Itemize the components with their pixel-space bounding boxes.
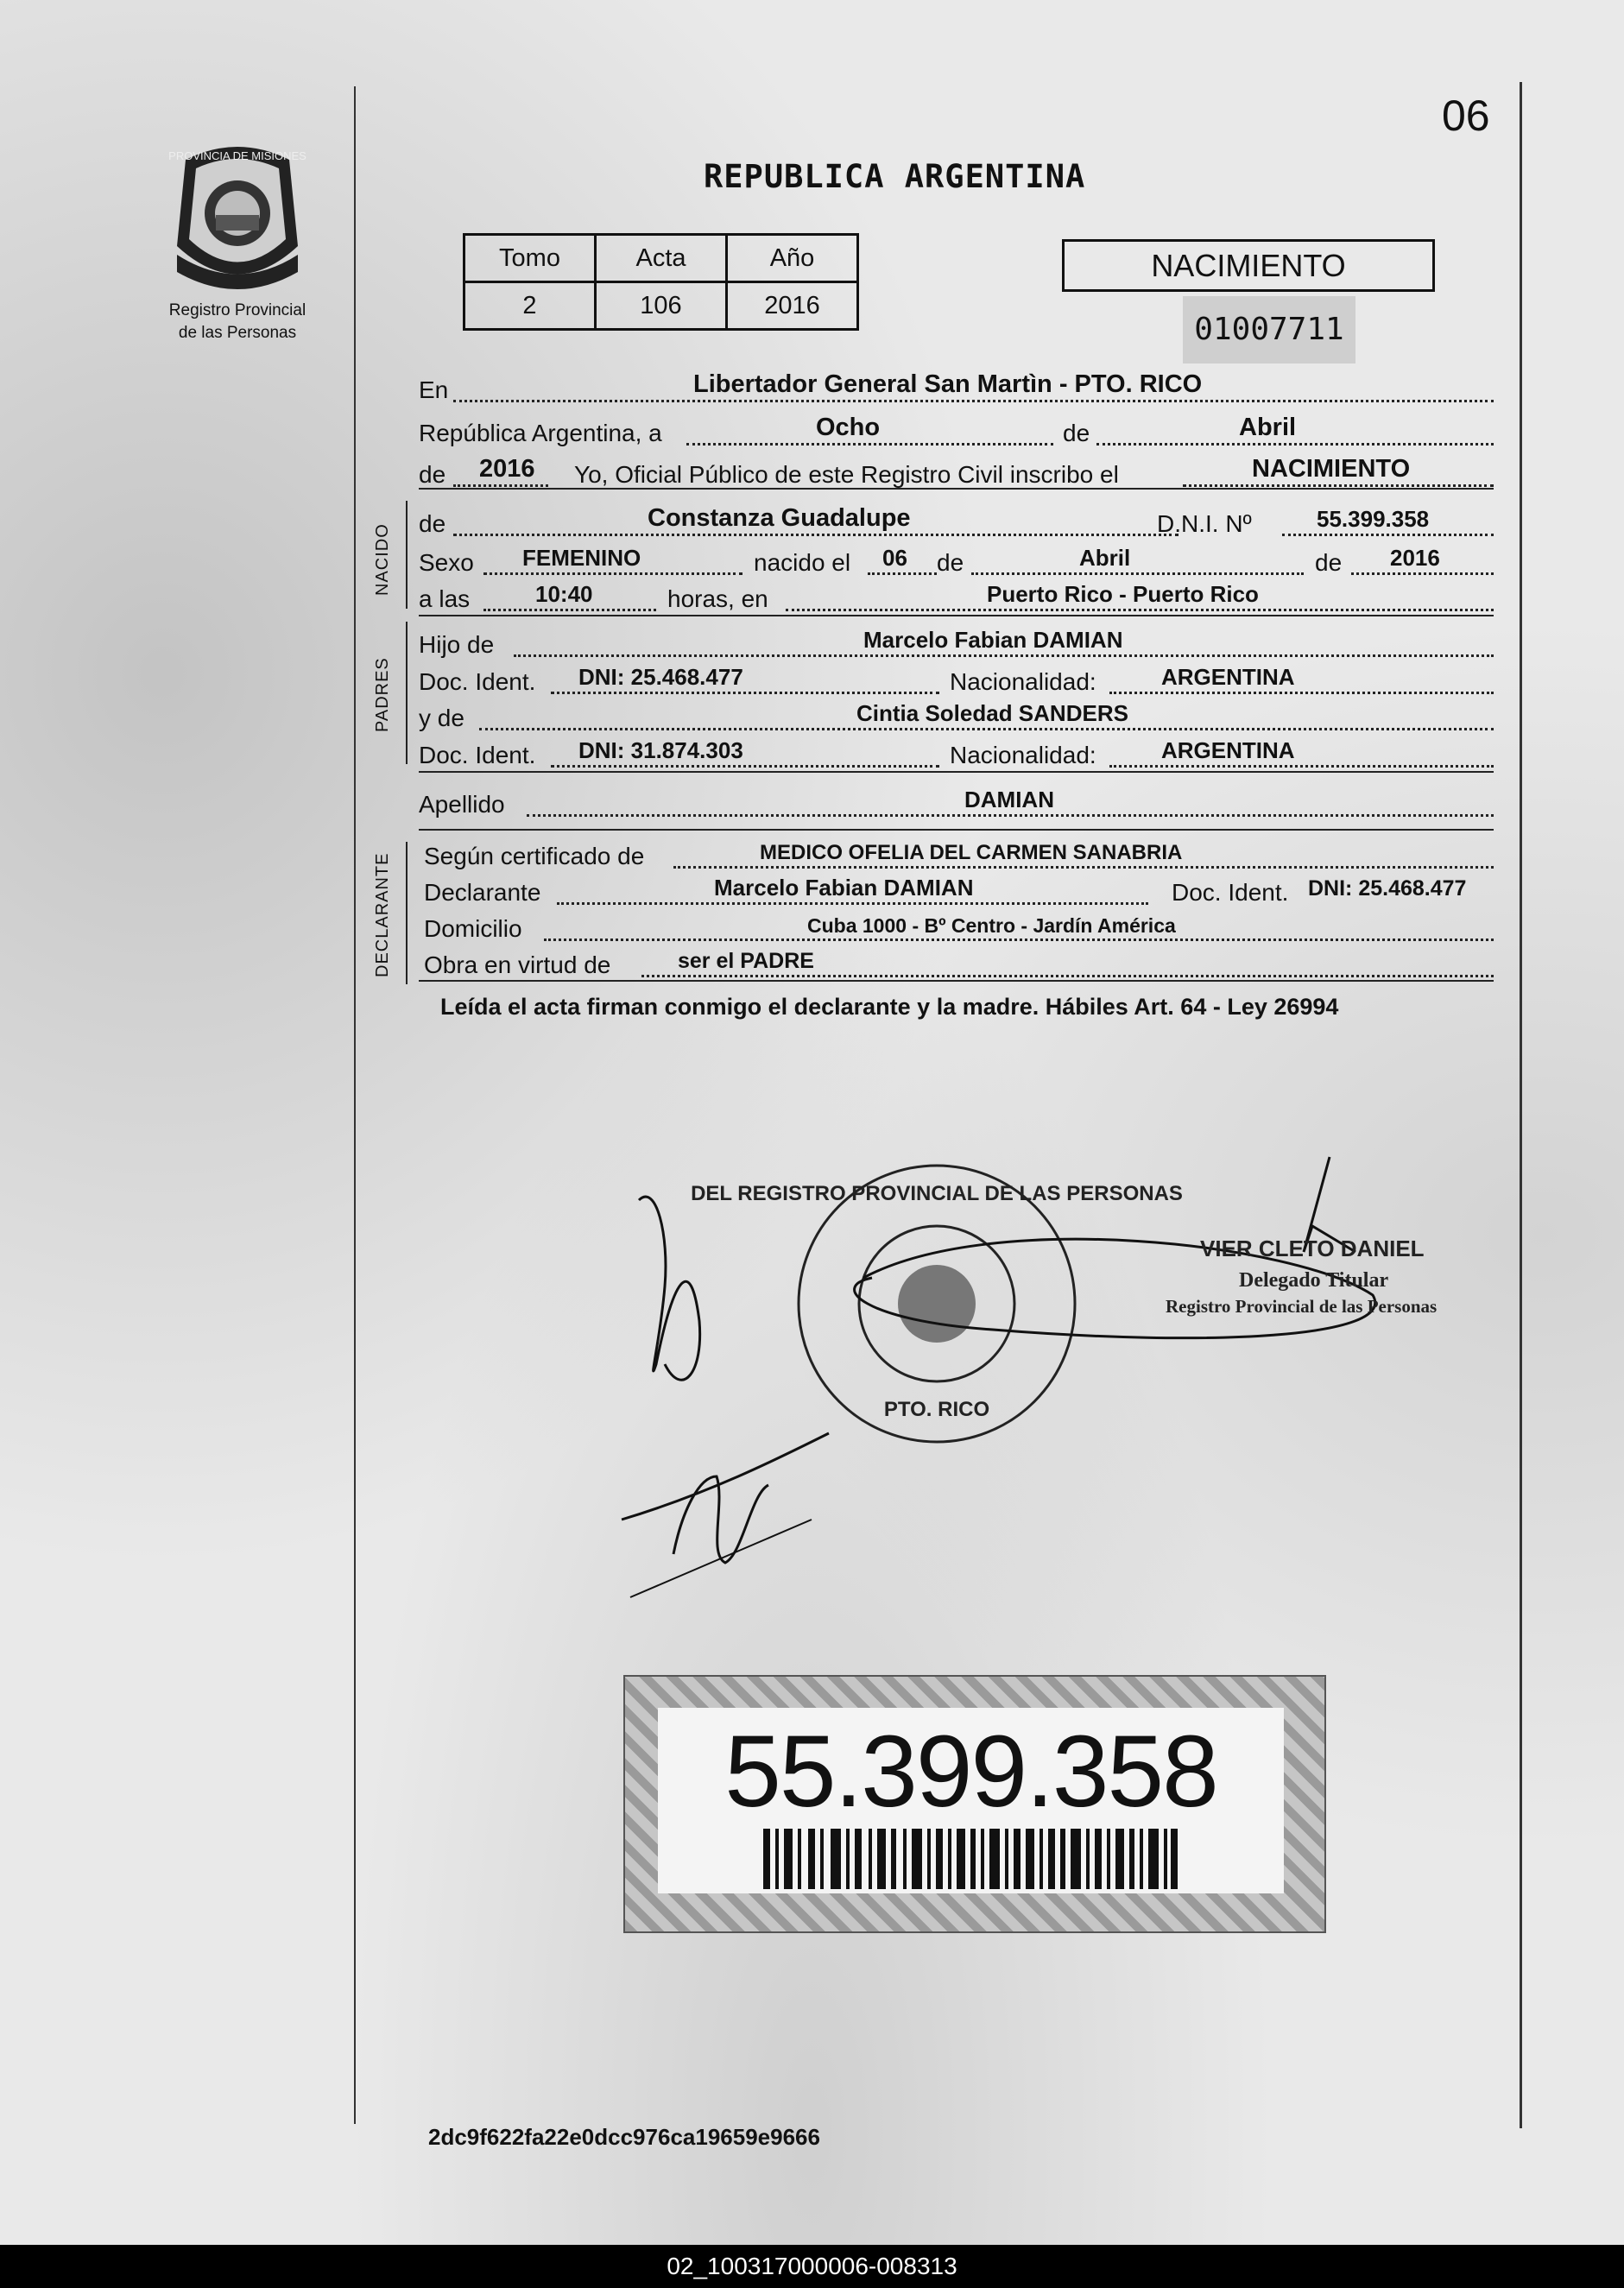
doc-ident-label: Doc. Ident.	[419, 668, 536, 695]
serial-number: 01007711	[1183, 296, 1355, 363]
acta-value: 106	[596, 282, 727, 330]
en-value: Libertador General San Martìn - PTO. RICO	[693, 370, 1203, 398]
horas-en-label: horas, en	[667, 585, 768, 612]
logo-caption-2: de las Personas	[178, 324, 297, 342]
row-madre	[419, 699, 1494, 736]
dotted-line	[1282, 534, 1494, 536]
dotted-line	[551, 692, 939, 694]
certificado: MEDICO OFELIA DEL CARMEN SANABRIA	[760, 841, 1183, 864]
dni-label: D.N.I. Nº	[1157, 510, 1252, 537]
apellido: DAMIAN	[964, 787, 1054, 812]
page-number: 06	[1442, 92, 1490, 140]
decl-doc-label: Doc. Ident.	[1172, 879, 1289, 906]
anio-value: 2016	[727, 282, 858, 330]
right-margin-line	[1520, 82, 1522, 2128]
row-apellido	[419, 786, 1494, 822]
official-title: Delegado Titular	[1239, 1269, 1389, 1292]
row-padre	[419, 626, 1494, 662]
dotted-line	[483, 572, 742, 575]
dotted-line	[641, 975, 1494, 977]
declarante-name: Marcelo Fabian DAMIAN	[714, 875, 974, 901]
de-nombre-label: de	[419, 510, 446, 537]
hijo-de-label: Hijo de	[419, 631, 495, 658]
record-type-box: NACIMIENTO	[1062, 239, 1435, 292]
provincial-logo	[155, 142, 319, 343]
en-label: En	[419, 376, 449, 403]
year: 2016	[479, 455, 535, 483]
birth-month: Abril	[1079, 545, 1131, 571]
declarante-section-label: DECLARANTE	[373, 852, 392, 977]
tomo-header: Tomo	[464, 235, 596, 282]
dotted-line	[673, 866, 1494, 869]
oficial-text: Yo, Oficial Público de este Registro Civil inscribo el	[574, 461, 1119, 488]
section-rule	[419, 488, 1494, 490]
nacido-bar	[406, 501, 408, 609]
dotted-line	[1351, 572, 1494, 575]
declarante-doc: DNI: 25.468.477	[1308, 876, 1467, 901]
official-seal-icon	[691, 1166, 1183, 1442]
seal-bottom-text: PTO. RICO	[883, 1398, 990, 1421]
dotted-line	[544, 939, 1494, 941]
dotted-line	[453, 534, 1179, 536]
dotted-line	[527, 814, 1494, 817]
logo-caption-1: Registro Provincial	[168, 301, 306, 319]
madre-nacionalidad: ARGENTINA	[1161, 737, 1295, 763]
dotted-line	[557, 902, 1148, 905]
a-las-label: a las	[419, 585, 471, 612]
lugar: Puerto Rico - Puerto Rico	[987, 581, 1259, 607]
nacionalidad-label: Nacionalidad:	[950, 668, 1096, 695]
official-office: Registro Provincial de las Personas	[1166, 1296, 1438, 1317]
declarante-label: Declarante	[424, 879, 541, 906]
row-year	[419, 456, 1494, 492]
section-rule	[419, 615, 1494, 616]
padre-name: Marcelo Fabian DAMIAN	[863, 627, 1123, 653]
day-word: Ocho	[816, 414, 881, 441]
birth-day: 06	[882, 545, 907, 571]
signatures-and-stamps	[604, 1148, 1485, 1632]
declarante-signature-icon	[639, 1197, 700, 1380]
dotted-line	[1096, 443, 1494, 446]
child-dni: 55.399.358	[1317, 506, 1430, 532]
dotted-line	[1109, 692, 1494, 694]
row-certificado	[419, 837, 1494, 874]
section-rule	[419, 980, 1494, 982]
de-label: de	[1063, 420, 1090, 446]
madre-name: Cintia Soledad SANDERS	[856, 700, 1128, 726]
dotted-line	[453, 484, 548, 487]
doc-ident-label: Doc. Ident.	[419, 742, 536, 768]
dotted-line	[483, 609, 656, 611]
acta-header: Acta	[596, 235, 727, 282]
dotted-line	[479, 728, 1494, 730]
nacido-el-label: nacido el	[754, 549, 851, 576]
dotted-line	[514, 654, 1494, 657]
row-en	[419, 371, 1494, 408]
padre-doc: DNI: 25.468.477	[578, 664, 743, 690]
barcode-inner	[658, 1708, 1284, 1893]
official-name: VIER CLETO DANIEL	[1200, 1236, 1425, 1261]
row-nombre	[419, 505, 1494, 541]
left-margin-line	[354, 86, 356, 2124]
barcode-label	[623, 1675, 1326, 1933]
row-sexo	[419, 544, 1494, 580]
misiones-seal-icon	[168, 142, 306, 294]
sexo-label: Sexo	[419, 549, 474, 576]
sexo: FEMENINO	[522, 545, 641, 571]
barcode-number: 55.399.358	[724, 1715, 1217, 1829]
row-republica	[419, 414, 1494, 451]
hora: 10:40	[535, 581, 593, 607]
dotted-line	[453, 400, 1494, 402]
section-rule	[419, 829, 1494, 831]
de2-label: de	[419, 461, 446, 488]
dotted-line	[971, 572, 1304, 575]
padre-nacionalidad: ARGENTINA	[1161, 664, 1295, 690]
republica-label: República Argentina, a	[419, 420, 662, 446]
document-hash: 2dc9f622fa22e0dcc976ca19659e9666	[428, 2124, 820, 2150]
dotted-line	[1109, 765, 1494, 768]
apellido-label: Apellido	[419, 791, 505, 818]
anio-header: Año	[727, 235, 858, 282]
dotted-line	[551, 765, 939, 768]
section-rule	[419, 771, 1494, 773]
barcode-bars-icon	[763, 1829, 1178, 1889]
row-domicilio	[419, 910, 1494, 946]
inscribe: NACIMIENTO	[1252, 455, 1411, 483]
nac-de2-label: de	[1315, 549, 1343, 576]
dotted-line	[1183, 484, 1494, 487]
nacido-section-label: NACIDO	[373, 523, 392, 596]
seal-ring-text: DEL REGISTRO PROVINCIAL DE LAS PERSONAS	[691, 1182, 1183, 1205]
padres-bar	[406, 622, 408, 764]
certificado-label: Según certificado de	[424, 843, 645, 869]
row-obra	[419, 946, 1494, 983]
obra-label: Obra en virtud de	[424, 951, 611, 978]
declarante-bar	[406, 842, 408, 984]
legal-text: Leída el acta firman conmigo el declarante y la madre. Hábiles Art. 64 - Ley 26994	[440, 994, 1339, 1020]
obra: ser el PADRE	[678, 949, 814, 973]
seal-text: PROVINCIA DE MISIONES	[168, 149, 306, 162]
birth-year: 2016	[1390, 545, 1440, 571]
country-title: REPUBLICA ARGENTINA	[704, 158, 1086, 195]
child-name: Constanza Guadalupe	[648, 504, 911, 532]
month: Abril	[1239, 414, 1297, 441]
domicilio: Cuba 1000 - Bº Centro - Jardín América	[807, 914, 1176, 937]
record-table	[463, 233, 859, 331]
dotted-line	[686, 443, 1053, 446]
madre-signature-icon	[622, 1433, 829, 1563]
footer-filename: 02_100317000006-008313	[0, 2245, 1624, 2288]
domicilio-label: Domicilio	[424, 915, 522, 942]
padres-section-label: PADRES	[373, 657, 392, 732]
y-de-label: y de	[419, 705, 464, 731]
tomo-value: 2	[464, 282, 596, 330]
nacionalidad-label: Nacionalidad:	[950, 742, 1096, 768]
nac-de-label: de	[937, 549, 964, 576]
row-padre-doc	[419, 663, 1494, 699]
dotted-line	[868, 572, 937, 575]
row-hora	[419, 580, 1494, 616]
row-declarante	[419, 874, 1494, 910]
madre-doc: DNI: 31.874.303	[578, 737, 743, 763]
dotted-line	[786, 609, 1494, 611]
row-madre-doc	[419, 736, 1494, 773]
